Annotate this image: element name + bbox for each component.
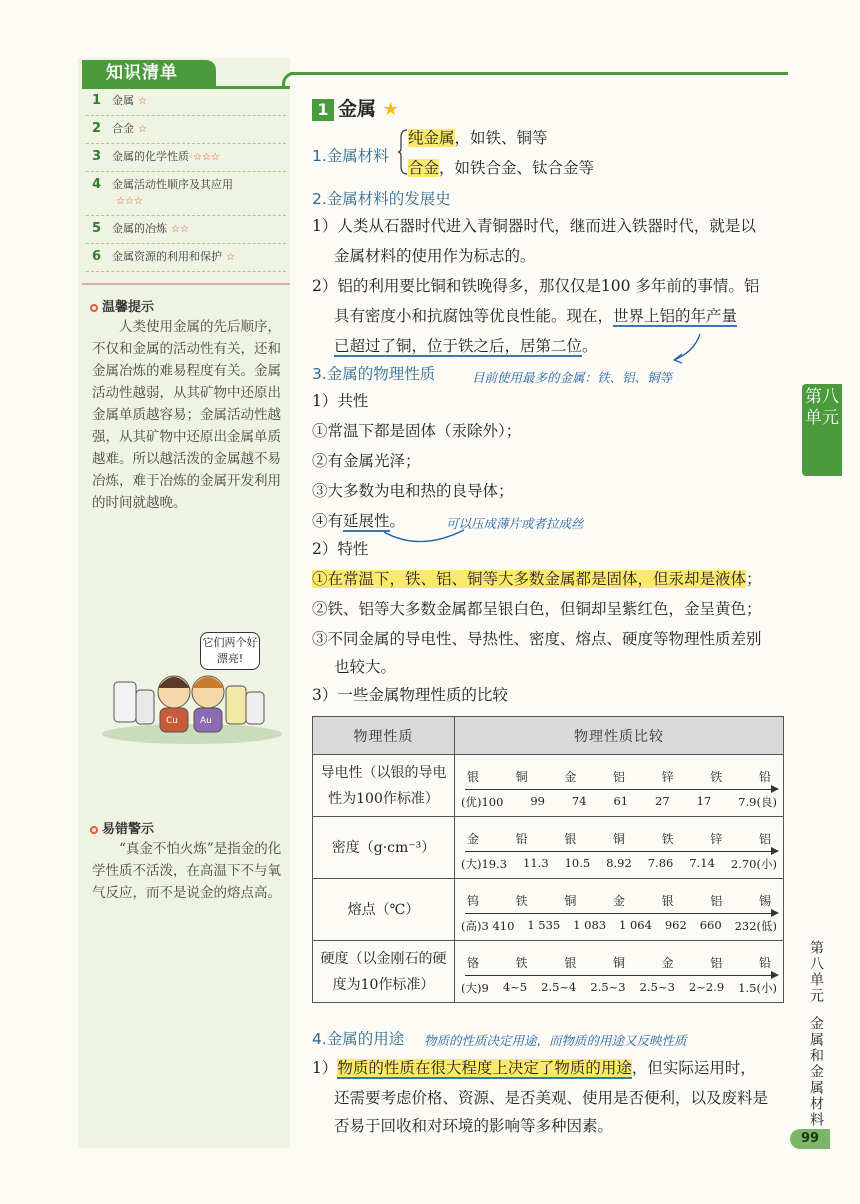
toc-label: 金属资源的利用和保护: [112, 250, 222, 263]
toc-label: 金属的冶炼: [112, 222, 167, 235]
comparison-table: [312, 716, 784, 1003]
order-arrow: [465, 913, 777, 914]
s2-p1b: 金属材料的使用作为标志的。: [334, 247, 536, 265]
metal-value: 27: [655, 793, 670, 808]
text: 。: [389, 512, 406, 530]
s3-s1: [312, 564, 762, 594]
metal-names-row: [461, 954, 777, 971]
metal-value: 10.5: [564, 855, 591, 870]
metal-name: 铁: [515, 955, 528, 970]
metal-name: 铜: [612, 955, 625, 970]
side-unit-label: 第八单元: [808, 940, 824, 1004]
bullet-icon: [90, 826, 98, 834]
metal-value: 2.5~3: [639, 979, 675, 994]
metal-name: 银: [467, 769, 480, 784]
side-chapter-label: 金属和金属材料: [808, 1016, 824, 1128]
toc-label: 金属活动性顺序及其应用: [112, 178, 233, 191]
metal-values-row: [461, 980, 777, 996]
tip-heading-error: [90, 818, 154, 837]
toc-divider: [82, 283, 290, 285]
metal-name: 铝: [710, 893, 723, 908]
metal-name: 铅: [515, 831, 528, 846]
metal-value: 232(低): [734, 918, 777, 933]
highlight-text: ①在常温下，铁、铝、铜等大多数金属都是固体，但汞却是液体: [312, 570, 747, 588]
metal-value: (大)9: [461, 980, 489, 995]
s2-p2b: [334, 301, 737, 331]
metal-name: 铁: [661, 831, 674, 846]
s3-c2: ②有金属光泽；: [312, 452, 421, 470]
metal-name: 钨: [467, 893, 480, 908]
toc-item: [86, 172, 286, 216]
s2-p2: 2）铝的利用要比铜和铁晚得多，那仅仅是100 多年前的事情。铝: [312, 277, 760, 295]
metal-values-row: [461, 918, 777, 934]
metal-name: 金: [564, 769, 577, 784]
page-number: 99: [790, 1129, 830, 1149]
tip-heading-text: 温馨提示: [102, 300, 155, 315]
star-icon: ☆☆: [171, 224, 189, 235]
text: ；: [746, 570, 762, 588]
metal-value: 2.70(小): [730, 856, 777, 871]
underlined-text: 延展性: [343, 512, 390, 530]
toc-label: 金属: [112, 94, 134, 107]
metal-value: 7.9(良): [738, 794, 777, 809]
metal-name: 银: [661, 893, 674, 908]
metal-name: 铝: [710, 955, 723, 970]
metal-value: 1 083: [573, 917, 607, 932]
toc-item: [86, 244, 286, 272]
toc: [86, 88, 286, 272]
s3-s3: ③不同金属的导电性、导热性、密度、熔点、硬度等物理性质差别: [312, 630, 762, 648]
metal-value: 99: [530, 793, 545, 808]
s3-special: 2）特性: [312, 540, 369, 558]
highlight-text: 纯金属: [408, 129, 455, 147]
metal-name: 铬: [467, 955, 480, 970]
metal-value: 660: [699, 917, 722, 932]
star-icon: ☆: [138, 124, 147, 135]
s3-c4-handwritten-note: 可以压成薄片或者拉成丝: [446, 516, 584, 531]
table-header: 物理性质: [313, 717, 455, 755]
s4-p1c: 否易于回收和对环境的影响等多种因素。: [334, 1117, 614, 1135]
section-number: 1: [312, 99, 334, 121]
table-header-row: [313, 717, 784, 755]
toc-item: [86, 116, 286, 144]
section-title: [312, 94, 399, 121]
table-row: [313, 817, 784, 879]
tip-text-warm: 人类使用金属的先后顺序，不仅和金属的活动性有关，还和金属冶炼的难易程度有关。金属活动性越弱，从其矿物中还原出金属单质越容易；金属活动性越强，从其矿物中还原出金属单质越难。所以越活泼的金属越不易冶炼，难于冶炼的金属开发利用的时间就越晚。: [92, 319, 281, 511]
star-icon: ☆☆☆: [116, 196, 143, 207]
star-icon: ☆☆☆: [193, 152, 220, 163]
metal-name: 银: [564, 955, 577, 970]
compare-cell: [455, 817, 784, 879]
metal-value: 2~2.9: [688, 979, 725, 994]
materials-line-a: [408, 123, 548, 153]
header-line: [290, 72, 788, 75]
metal-value: (优)100: [461, 794, 504, 809]
star-icon: ★: [382, 99, 399, 120]
metal-value: 2.5~4: [541, 979, 577, 994]
brace-icon: [398, 128, 408, 176]
metal-name: 铜: [612, 831, 625, 846]
prop-cell: 硬度（以金刚石的硬度为10作标准）: [313, 941, 455, 1003]
s3-common: 1）共性: [312, 392, 369, 410]
underlined-text: 世界上铝的年产量: [613, 307, 738, 325]
metal-name: 金: [612, 893, 625, 908]
s3-compare: 3）一些金属物理性质的比较: [312, 686, 508, 704]
metal-value: 1 535: [527, 917, 561, 932]
compare-cell: [455, 941, 784, 1003]
metal-name: 锌: [710, 831, 723, 846]
s2-p2c: [334, 331, 598, 361]
metal-names-row: [461, 768, 777, 785]
metal-value: 1.5(小): [738, 980, 777, 995]
metal-value: 7.86: [647, 855, 674, 870]
text: ，如铁、铜等: [454, 129, 548, 147]
materials-line-b: [408, 153, 594, 183]
s2-title: 2.金属材料的发展史: [312, 190, 451, 208]
highlight-text: 合金: [408, 159, 440, 177]
annotation-arrow-icon: [664, 332, 704, 366]
metal-name: 铝: [612, 769, 625, 784]
metal-name: 铝: [758, 831, 771, 846]
unit-tab: 第八单元: [802, 384, 842, 476]
toc-item: [86, 216, 286, 244]
star-icon: ☆: [138, 96, 147, 107]
metal-name: 铁: [515, 893, 528, 908]
s3-s2: ②铁、铝等大多数金属都呈银白色，但铜却呈紫红色，金呈黄色；: [312, 600, 762, 618]
s3-s3b: 也较大。: [334, 658, 397, 676]
s3-c3: ③大多数为电和热的良导体；: [312, 482, 514, 500]
annotation-arrow-icon: [380, 524, 470, 550]
metal-value: 61: [613, 793, 629, 808]
s3-c1: ①常温下都是固体（汞除外）；: [312, 422, 522, 440]
tip-heading-warm: [90, 296, 154, 315]
text: 。: [582, 337, 598, 355]
table-row: [313, 941, 784, 1003]
s3-title: 3.金属的物理性质: [312, 365, 436, 383]
metal-name: 铁: [710, 769, 723, 784]
metal-value: 4~5: [502, 979, 528, 994]
prop-cell: 熔点（℃）: [313, 879, 455, 941]
highlight-text: 物质的性质在很大程度上决定了物质的用途: [337, 1059, 632, 1077]
metal-value: (大)19.3: [461, 856, 508, 871]
metal-value: 1 064: [619, 917, 652, 932]
tip-text-error: “真金不怕火炼”是指金的化学性质不活泼，在高温下不与氧气反应，而不是说金的熔点高。: [92, 841, 282, 901]
metal-value: 7.14: [689, 855, 715, 870]
text: ，但实际运用时，: [631, 1059, 756, 1077]
table-row: [313, 755, 784, 817]
metal-name: 铅: [758, 769, 771, 784]
metal-value: 962: [664, 917, 687, 932]
metal-value: 74: [571, 793, 587, 808]
metal-value: (高)3 410: [461, 918, 515, 933]
svg-text:Cu: Cu: [166, 716, 178, 726]
prop-cell: 密度（g·cm⁻³）: [313, 817, 455, 879]
metal-value: 17: [696, 793, 712, 808]
compare-cell: [455, 879, 784, 941]
order-arrow: [465, 975, 777, 976]
metal-names-row: [461, 830, 777, 847]
s4-title: 4.金属的用途: [312, 1030, 405, 1048]
metal-name: 金: [661, 955, 674, 970]
text: 1）: [312, 1059, 338, 1077]
metal-names-row: [461, 892, 777, 909]
metal-name: 铜: [515, 769, 528, 784]
s4-p1: [312, 1053, 756, 1083]
toc-label: 金属的化学性质: [112, 150, 189, 163]
text: ，如铁合金、钛合金等: [439, 159, 595, 177]
metal-values-row: [461, 856, 777, 872]
text: ④有: [312, 512, 344, 530]
toc-label: 合金: [112, 122, 134, 135]
s3-handwritten-note: 目前使用最多的金属：铁、铝、铜等: [472, 370, 673, 385]
toc-num: 2: [92, 121, 102, 136]
bullet-icon: [90, 304, 98, 312]
metal-name: 金: [467, 831, 480, 846]
toc-num: 1: [92, 93, 102, 108]
toc-item: [86, 88, 286, 116]
metal-value: 2.5~3: [590, 979, 626, 994]
metal-name: 铅: [758, 955, 771, 970]
toc-num: 5: [92, 221, 102, 236]
toc-num: 6: [92, 249, 102, 264]
tip-heading-text: 易错警示: [102, 822, 155, 837]
metal-values-row: [461, 794, 777, 810]
toc-item: [86, 144, 286, 172]
s4-p1b: 还需要考虑价格、资源、是否美观、使用是否便利，以及废料是: [334, 1089, 769, 1107]
toc-num: 3: [92, 149, 102, 164]
star-icon: ☆: [226, 252, 235, 263]
sidebar-header: 知识清单: [82, 60, 216, 86]
svg-text:Au: Au: [200, 716, 212, 726]
toc-num: 4: [92, 177, 102, 192]
order-arrow: [465, 789, 777, 790]
order-arrow: [465, 851, 777, 852]
compare-cell: [455, 755, 784, 817]
metal-name: 银: [564, 831, 577, 846]
metal-value: 8.92: [606, 855, 632, 870]
s4-handwritten-note: 物质的性质决定用途，而物质的用途又反映性质: [424, 1033, 687, 1048]
s2-p1: 1）人类从石器时代进入青铜器时代，继而进入铁器时代，就是以: [312, 217, 756, 235]
speech-bubble: 它们两个好漂亮!: [200, 632, 260, 670]
metal-value: 11.3: [523, 855, 549, 870]
prop-cell: 导电性（以银的导电性为100作标准）: [313, 755, 455, 817]
table-row: [313, 879, 784, 941]
underlined-text: 已超过了铜，位于铁之后，居第二位: [334, 337, 583, 355]
materials-label: 1.金属材料: [312, 147, 389, 165]
metal-name: 锡: [758, 893, 771, 908]
text: 具有密度小和抗腐蚀等优良性能。现在，: [334, 307, 614, 325]
table-header: 物理性质比较: [455, 717, 784, 755]
section-title-text: 金属: [338, 98, 377, 120]
metal-name: 锌: [661, 769, 674, 784]
metal-name: 铜: [564, 893, 577, 908]
